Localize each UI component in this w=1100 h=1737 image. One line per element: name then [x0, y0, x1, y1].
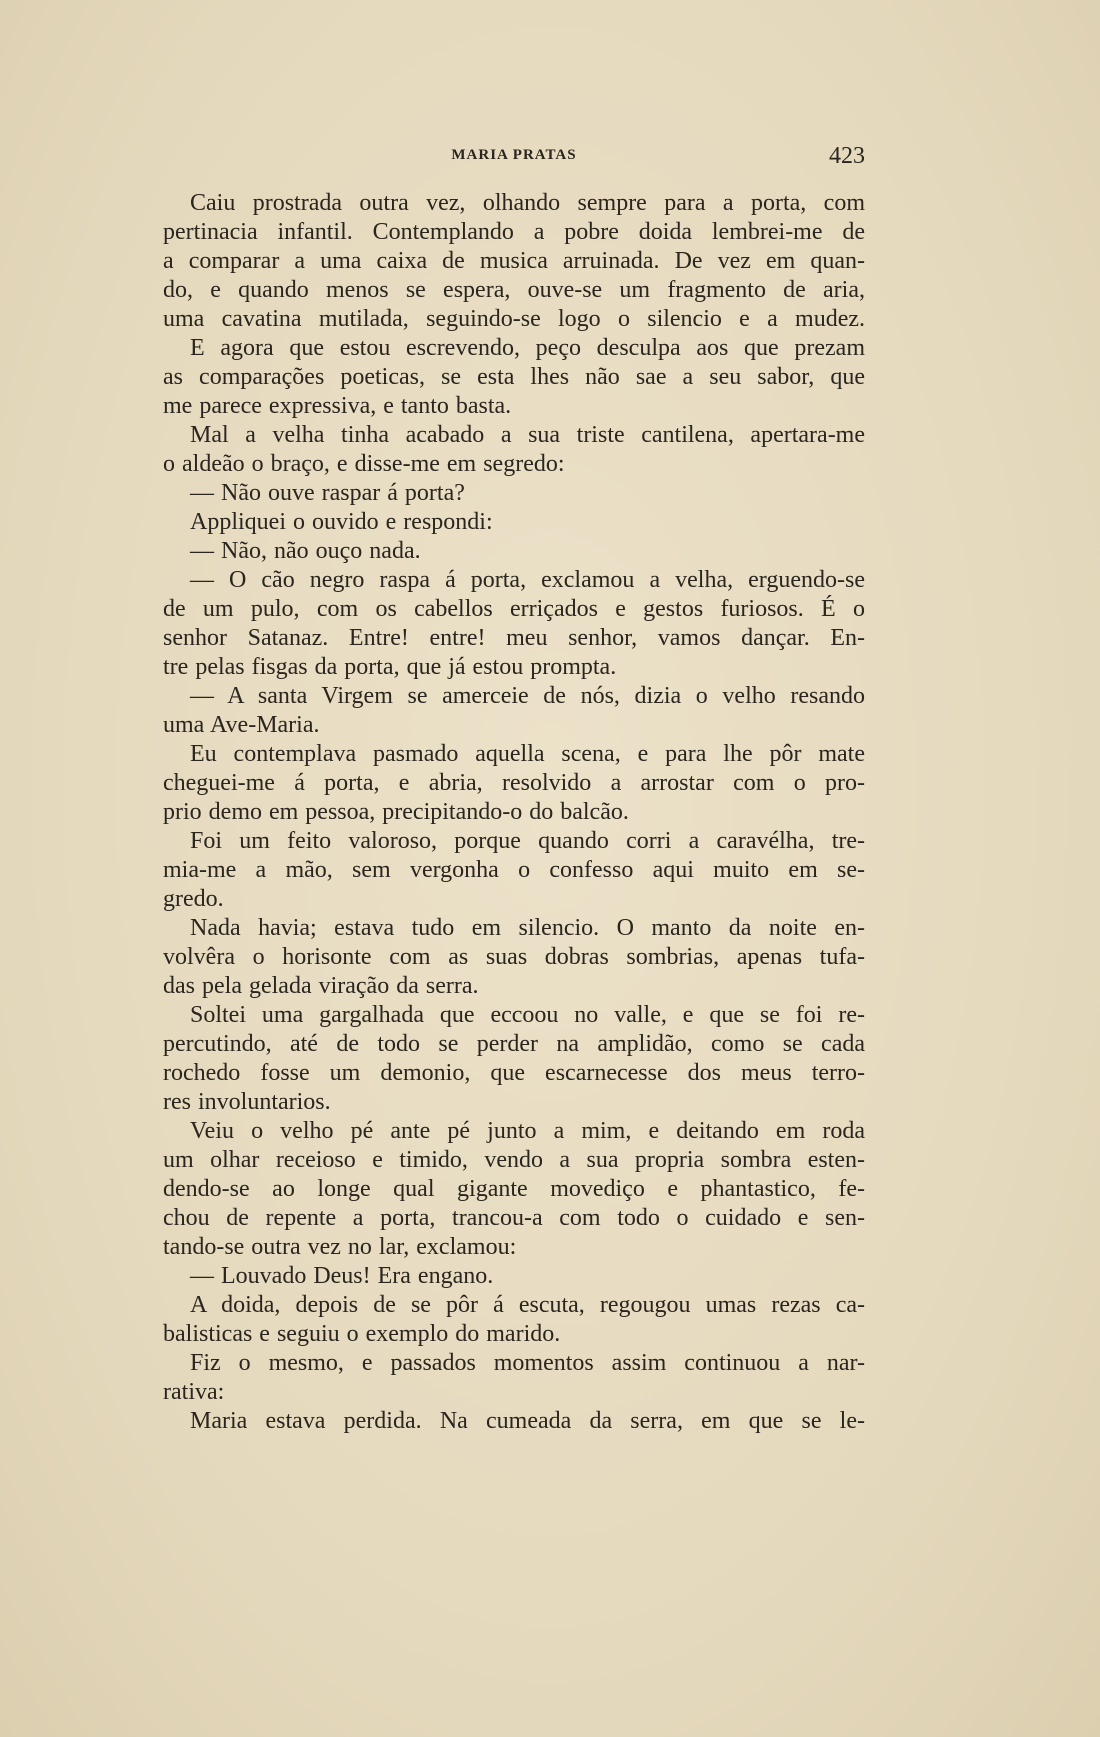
text-line: gredo. — [163, 886, 224, 912]
text-line: rochedo fosse um demonio, que escarnecesse dos meus terro- — [163, 1060, 865, 1086]
body-text — [163, 189, 865, 1436]
text-line: Nada havia; estava tudo em silencio. O manto da noite en- — [190, 915, 865, 941]
text-line: — Louvado Deus! Era engano. — [190, 1263, 494, 1289]
text-line: Appliquei o ouvido e respondi: — [190, 509, 493, 535]
text-line: as comparações poeticas, se esta lhes não sae a seu sabor, que — [163, 364, 865, 390]
text-line: tre pelas fisgas da porta, que já estou prompta. — [163, 654, 617, 680]
text-line: a comparar a uma caixa de musica arruinada. De vez em quan- — [163, 248, 865, 274]
text-line: mia-me a mão, sem vergonha o confesso aqui muito em se- — [163, 857, 865, 883]
text-line: A doida, depois de se pôr á escuta, regougou umas rezas ca- — [190, 1292, 865, 1318]
text-line: rativa: — [163, 1379, 225, 1405]
text-line: o aldeão o braço, e disse-me em segredo: — [163, 451, 565, 477]
text-line: — O cão negro raspa á porta, exclamou a velha, erguendo-se — [190, 567, 865, 593]
text-line: Soltei uma gargalhada que eccoou no valle, e que se foi re- — [190, 1002, 865, 1028]
text-line: me parece expressiva, e tanto basta. — [163, 393, 512, 419]
running-title: MARIA PRATAS — [451, 147, 577, 163]
text-line: de um pulo, com os cabellos erriçados e gestos furiosos. É o — [163, 596, 865, 622]
text-line: volvêra o horisonte com as suas dobras sombrias, apenas tufa- — [163, 944, 865, 970]
text-line: — Não, não ouço nada. — [190, 538, 421, 564]
text-line: cheguei-me á porta, e abria, resolvido a arrostar com o pro- — [163, 770, 865, 796]
text-line: E agora que estou escrevendo, peço desculpa aos que prezam — [190, 335, 865, 361]
text-line: percutindo, até de todo se perder na amplidão, como se cada — [163, 1031, 865, 1057]
text-line: Fiz o mesmo, e passados momentos assim continuou a nar- — [190, 1350, 865, 1376]
page-header — [163, 143, 865, 173]
page-number: 423 — [829, 143, 865, 169]
text-line: dendo-se ao longe qual gigante movediço e phantastico, fe- — [163, 1176, 865, 1202]
text-line: Caiu prostrada outra vez, olhando sempre para a porta, com — [190, 190, 865, 216]
text-line: Eu contemplava pasmado aquella scena, e para lhe pôr mate — [190, 741, 865, 767]
text-line: Mal a velha tinha acabado a sua triste cantilena, apertara-me — [190, 422, 865, 448]
text-line: das pela gelada viração da serra. — [163, 973, 479, 999]
text-line: tando-se outra vez no lar, exclamou: — [163, 1234, 517, 1260]
text-line: res involuntarios. — [163, 1089, 331, 1115]
text-line: — Não ouve raspar á porta? — [190, 480, 465, 506]
text-line: uma Ave-Maria. — [163, 712, 320, 738]
text-line: prio demo em pessoa, precipitando-o do balcão. — [163, 799, 629, 825]
text-line: um olhar receioso e timido, vendo a sua propria sombra esten- — [163, 1147, 865, 1173]
text-line: uma cavatina mutilada, seguindo-se logo o silencio e a mudez. — [163, 306, 865, 332]
text-line: do, e quando menos se espera, ouve-se um fragmento de aria, — [163, 277, 865, 303]
text-line: senhor Satanaz. Entre! entre! meu senhor, vamos dançar. En- — [163, 625, 865, 651]
text-line: Maria estava perdida. Na cumeada da serra, em que se le- — [190, 1408, 865, 1434]
text-line: chou de repente a porta, trancou-a com todo o cuidado e sen- — [163, 1205, 865, 1231]
text-line: — A santa Virgem se amerceie de nós, dizia o velho resando — [190, 683, 865, 709]
text-line: Veiu o velho pé ante pé junto a mim, e deitando em roda — [190, 1118, 865, 1144]
text-line: Foi um feito valoroso, porque quando corri a caravélha, tre- — [190, 828, 865, 854]
text-line: balisticas e seguiu o exemplo do marido. — [163, 1321, 561, 1347]
text-line: pertinacia infantil. Contemplando a pobre doida lembrei-me de — [163, 219, 865, 245]
